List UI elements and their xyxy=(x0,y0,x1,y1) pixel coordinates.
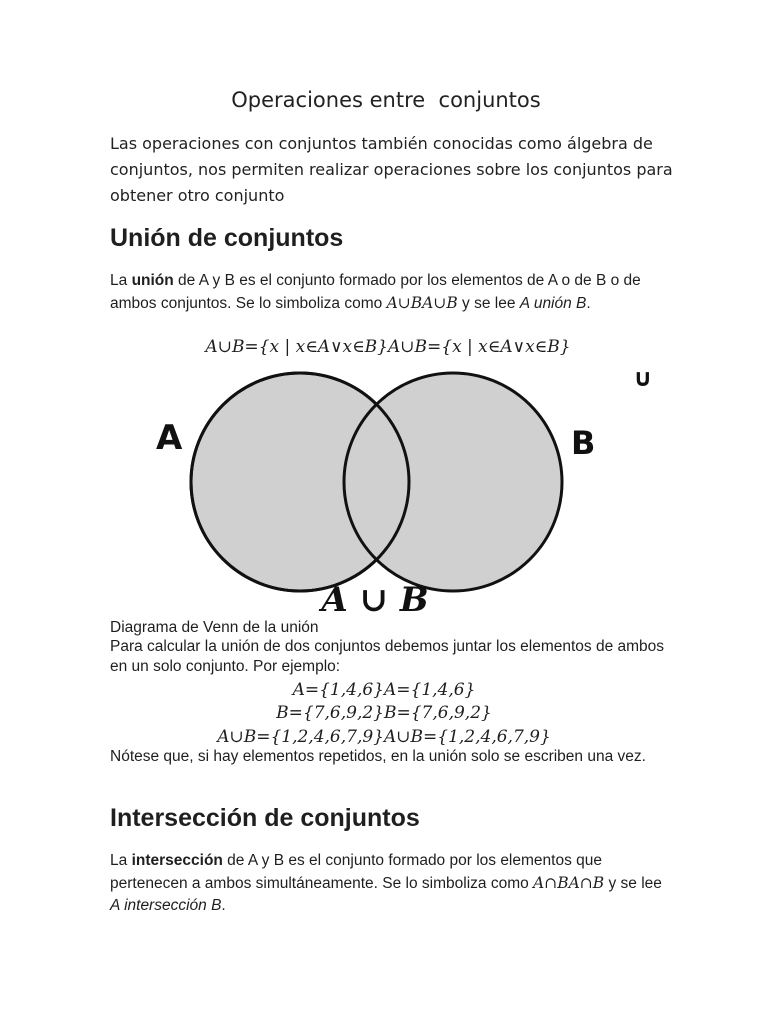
venn-label-a: A xyxy=(156,418,183,458)
venn-label-b: B xyxy=(571,424,596,462)
venn-caption-math: A ∪ B xyxy=(321,580,429,620)
union-def-text-2: de A y B es el conjunto formado por los elementos de A o de B o de ambos conjuntos. Se lo simboliza como xyxy=(110,272,641,312)
intersection-def-emphasis: A intersección B xyxy=(110,897,222,914)
venn-union-symbol: ∪ xyxy=(633,364,653,392)
intersection-def-text-2: de A y B es el conjunto formado por los elementos que pertenecen a ambos simultáneamente. Se lo simboliza como xyxy=(110,852,602,892)
intersection-heading: Intersección de conjuntos xyxy=(110,804,420,832)
union-def-end: . xyxy=(586,295,591,312)
union-def-emphasis: A unión B xyxy=(519,295,587,312)
intersection-def-bold: intersección xyxy=(131,852,223,869)
intersection-def-text-3: y se lee xyxy=(604,875,662,892)
union-note: Nótese que, si hay elementos repetidos, en la unión solo se escriben una vez. xyxy=(110,748,646,765)
union-set-builder-formula: A∪B={x | x∈A∨x∈B}A∪B={x | x∈A∨x∈B} xyxy=(205,337,571,357)
union-heading: Unión de conjuntos xyxy=(110,224,344,252)
intro-paragraph: Las operaciones con conjuntos también conocidas como álgebra de conjuntos, nos permiten realizar operaciones sobre los conjuntos para obtener otro conjunto xyxy=(110,134,673,205)
union-def-bold: unión xyxy=(131,272,174,289)
union-def-text-1: La xyxy=(110,272,132,289)
diagram-caption: Diagrama de Venn de la unión xyxy=(110,619,319,636)
intersection-def-math: A∩BA∩B xyxy=(533,874,605,892)
intersection-def-text-1: La xyxy=(110,852,132,869)
page-title: Operaciones entre conjuntos xyxy=(231,88,541,112)
example-union-result: A∪B={1,2,4,6,7,9}A∪B={1,2,4,6,7,9} xyxy=(217,727,551,747)
union-def-text-3: y se lee xyxy=(457,295,520,312)
union-def-math: A∪BA∪B xyxy=(386,294,458,312)
union-explanation: Para calcular la unión de dos conjuntos debemos juntar los elementos de ambos en un solo conjunto. Por ejemplo: xyxy=(110,638,665,675)
example-set-a: A={1,4,6}A={1,4,6} xyxy=(292,680,476,700)
example-set-b: B={7,6,9,2}B={7,6,9,2} xyxy=(276,703,492,723)
intersection-definition xyxy=(110,850,675,917)
intersection-def-end: . xyxy=(221,897,226,914)
